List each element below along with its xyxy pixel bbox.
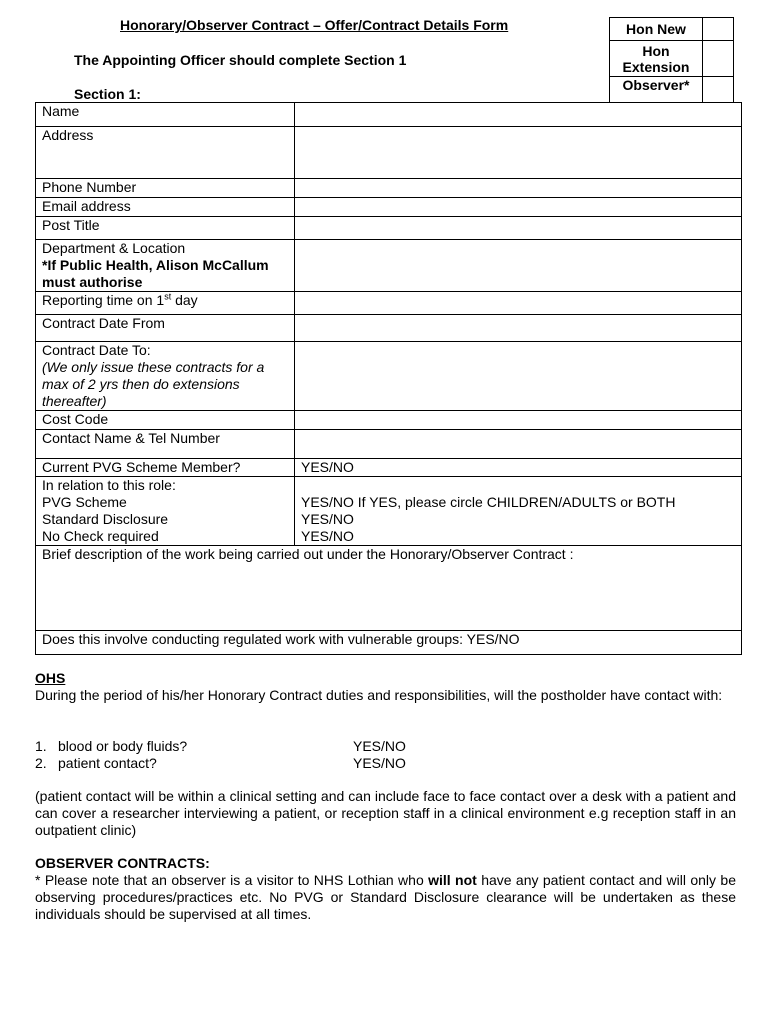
ohs-heading: OHS — [35, 670, 66, 686]
department-field[interactable] — [295, 240, 742, 292]
date-to-note: (We only issue these contracts for a max of 2 yrs then do extensions thereafter) — [42, 359, 265, 409]
field-label: Department & Location — [42, 240, 186, 256]
contact-field[interactable] — [295, 430, 742, 459]
contract-type-table — [609, 17, 734, 103]
ordinal-suffix: st — [164, 291, 172, 302]
field-label: PVG Scheme — [42, 494, 127, 510]
patient-contact-note: (patient contact will be within a clinical setting and can include face to face contact over a desk with a patient and can cover a researcher interviewing a patient, or reception staff in a clinical environment e.g reception staff in an outpatient clinic) — [35, 788, 736, 838]
contract-type-label: Observer* — [610, 77, 703, 103]
ohs-item-value[interactable]: YES/NO — [353, 738, 406, 754]
contract-type-checkbox[interactable] — [703, 18, 734, 41]
date-from-field[interactable] — [295, 315, 742, 342]
cost-code-field[interactable] — [295, 411, 742, 430]
date-to-cell — [36, 342, 295, 411]
email-field[interactable] — [295, 198, 742, 217]
post-title-field[interactable] — [295, 217, 742, 240]
contract-type-label: Hon Extension — [610, 41, 703, 77]
field-label-suffix: day — [171, 292, 198, 308]
date-to-field[interactable] — [295, 342, 742, 411]
contract-type-checkbox[interactable] — [703, 41, 734, 77]
department-cell — [36, 240, 295, 292]
reporting-time-field[interactable] — [295, 292, 742, 315]
observer-text-end: have any patient contact and will only be observing procedures/practices etc. No PVG or Standard Disclosure clearance will be undertaken as these individuals should be supervised at all times. — [35, 872, 736, 922]
pvg-member-field[interactable]: YES/NO — [295, 459, 742, 477]
field-label: In relation to this role: — [42, 477, 176, 493]
instruction-text: The Appointing Officer should complete Section 1 — [74, 52, 407, 68]
address-field[interactable] — [295, 127, 742, 179]
field-label: No Check required — [42, 528, 159, 544]
phone-field[interactable] — [295, 179, 742, 198]
section-heading: Section 1: — [74, 86, 141, 102]
field-label: Contract Date From — [36, 315, 295, 342]
form-title: Honorary/Observer Contract – Offer/Contract Details Form — [120, 17, 509, 33]
contract-type-checkbox[interactable] — [703, 77, 734, 103]
field-label: Current PVG Scheme Member? — [36, 459, 295, 477]
relation-cell — [36, 477, 295, 546]
ohs-item-number: 2. — [35, 755, 47, 771]
ohs-item-label: patient contact? — [58, 755, 157, 771]
standard-disclosure-field[interactable]: YES/NO — [301, 511, 354, 527]
field-label: Post Title — [36, 217, 295, 240]
field-label: Name — [36, 103, 295, 127]
ohs-item-label: blood or body fluids? — [58, 738, 188, 754]
field-label: Contract Date To: — [42, 342, 151, 358]
observer-text-bold: will not — [428, 872, 477, 888]
field-label: Standard Disclosure — [42, 511, 169, 527]
field-label: Contact Name & Tel Number — [36, 430, 295, 459]
pvg-scheme-field[interactable]: YES/NO If YES, please circle CHILDREN/ADULTS or BOTH — [301, 494, 676, 510]
field-label: Reporting time on 1 — [42, 292, 165, 308]
observer-heading: OBSERVER CONTRACTS: — [35, 855, 210, 871]
ohs-intro: During the period of his/her Honorary Contract duties and responsibilities, will the postholder have contact with: — [35, 687, 723, 703]
no-check-field[interactable]: YES/NO — [301, 528, 354, 544]
field-label: Cost Code — [36, 411, 295, 430]
field-label: Email address — [36, 198, 295, 217]
brief-description-field[interactable]: Brief description of the work being carried out under the Honorary/Observer Contract : — [36, 546, 742, 631]
field-label: Phone Number — [36, 179, 295, 198]
reporting-cell — [36, 292, 295, 315]
observer-text — [35, 872, 736, 923]
ohs-item-value[interactable]: YES/NO — [353, 755, 406, 771]
field-label: Address — [36, 127, 295, 179]
regulated-work-field[interactable]: Does this involve conducting regulated work with vulnerable groups: YES/NO — [36, 631, 742, 655]
details-table — [35, 102, 742, 655]
department-note: *If Public Health, Alison McCallum must authorise — [42, 257, 269, 290]
ohs-item-number: 1. — [35, 738, 47, 754]
relation-values-cell — [295, 477, 742, 546]
contract-type-label: Hon New — [610, 18, 703, 41]
name-field[interactable] — [295, 103, 742, 127]
observer-text-start: * Please note that an observer is a visitor to NHS Lothian who — [35, 872, 429, 888]
